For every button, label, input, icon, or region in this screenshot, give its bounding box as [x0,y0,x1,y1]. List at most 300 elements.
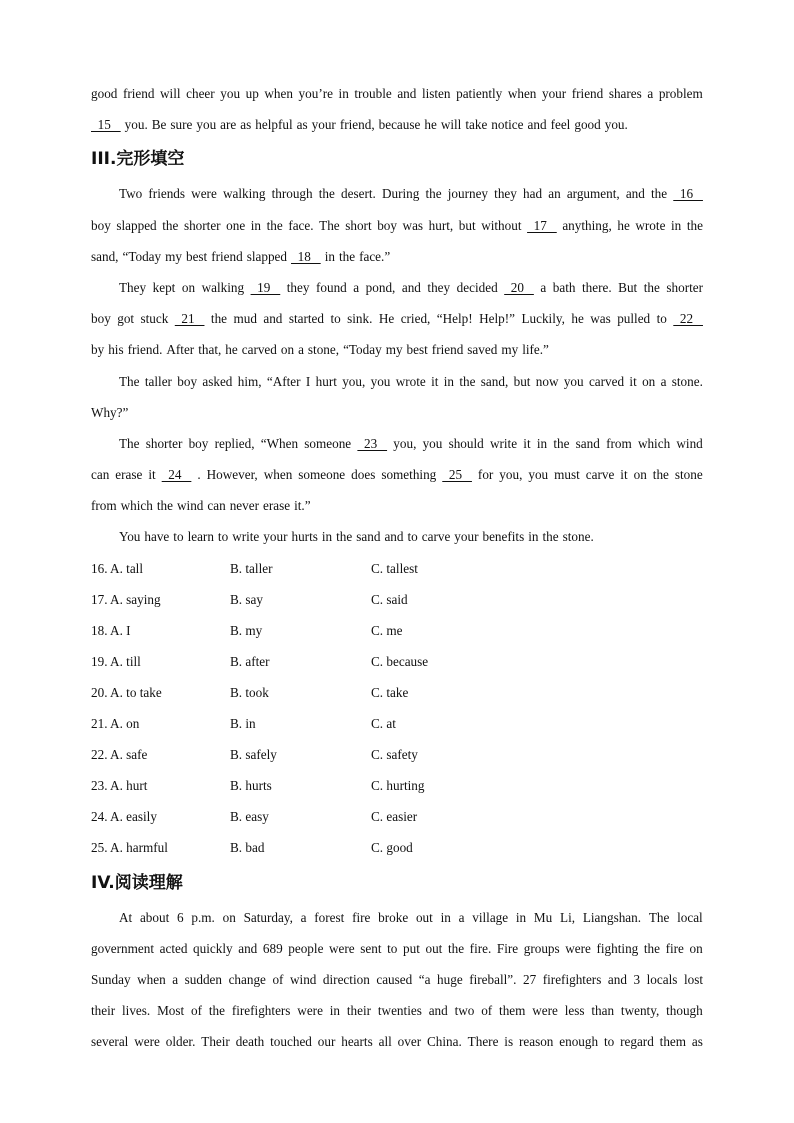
word: sand [575,435,600,451]
word: best [406,342,428,358]
word: put [403,940,420,956]
word: wind [177,498,204,514]
option-row [91,708,703,739]
text-line [91,178,703,209]
text-line [91,933,703,964]
word: less [564,1003,585,1019]
word: benefits [482,529,525,545]
word: the [162,217,179,233]
word: take [465,117,488,133]
word: were [329,940,355,956]
word: erase [115,467,143,483]
word: carve [421,529,451,545]
word: boy [91,217,111,233]
word: is [504,1034,514,1050]
text-line [91,272,703,303]
word: During [381,186,420,202]
word: are [220,117,237,133]
word: was [402,217,424,233]
word: it.” [294,498,311,514]
word: now [535,373,559,389]
word: when [507,86,537,101]
word: the [686,217,703,233]
word: were [191,186,217,202]
word: the [425,186,442,202]
word: friend [571,86,604,101]
word: you [220,86,241,101]
word: good [91,86,118,101]
word: wind [290,971,317,987]
word: and [238,940,258,956]
word: they [494,186,517,202]
word: direction [322,971,370,987]
text-line [91,109,703,140]
word: lost [683,971,703,987]
option-c: C. good [371,840,413,856]
blank-number: 23 [357,435,388,451]
intro-passage [91,78,703,140]
word: notice [491,117,524,133]
word: were [532,1003,558,1019]
word: lives. [122,1003,151,1019]
word: the [651,186,668,202]
word: there. [581,279,612,295]
word: the [336,529,353,545]
word: you [422,435,443,451]
word: when [137,971,166,987]
word: the [542,529,559,545]
word: older. [165,1034,196,1050]
text-line [91,241,703,272]
word: anything, [562,217,612,233]
word: good [574,117,601,133]
word: a [458,909,465,925]
text-line [91,428,703,459]
word: face.” [359,248,391,264]
word: as [296,117,308,133]
text-line [91,521,703,552]
word: reason [518,1034,554,1050]
option-a: 23. A. hurt [91,778,148,794]
blank-number: 15 [91,117,121,133]
cloze-options [91,553,703,864]
word: acted [159,940,188,956]
word: a [172,971,179,987]
word: Help!” [479,311,515,327]
word: got [117,311,135,327]
word: quickly [193,940,233,956]
word: friend. [127,342,163,358]
blank-number: 20 [504,279,534,295]
word: sure [170,117,193,133]
word: to [407,529,418,545]
word: to [173,529,184,545]
word: trouble [354,86,392,101]
text-line [91,459,703,490]
word: sent [360,940,382,956]
word: friends [148,186,186,202]
word: sand, [91,248,119,264]
word: his [108,342,124,358]
blank-number: 16 [673,186,703,202]
word: a [660,373,667,389]
word: of [481,1003,493,1019]
word: boy [177,373,198,389]
word: wrote [635,217,666,233]
text-line [91,397,703,428]
word: walking [201,279,245,295]
text-line [91,334,703,365]
word: “a [418,971,431,987]
word: something [381,467,437,483]
word: feel [550,117,571,133]
word: my [165,248,182,264]
word: through [271,186,313,202]
text-line [91,995,703,1026]
word: they [286,279,310,295]
option-row [91,832,703,863]
word: and [263,311,283,327]
word: learn [187,529,214,545]
word: he [571,311,584,327]
word: were [565,940,591,956]
word: their [91,1003,116,1019]
word: should [448,435,484,451]
word: sand, [480,373,509,389]
word: friend [431,342,464,358]
word: to [217,529,229,545]
word: and [527,117,547,133]
word: Two [119,186,143,202]
word: the [208,1003,226,1019]
word: The [648,909,670,925]
option-c: C. because [371,653,429,669]
word: hearts [341,1034,373,1050]
word: on [633,467,647,483]
word: the [553,435,570,451]
word: on [689,940,703,956]
option-c: C. at [371,716,396,732]
word: for [477,467,494,483]
word: problem [658,86,703,101]
word: Fire [496,940,519,956]
option-row [91,553,703,584]
word: walking [222,186,266,202]
word: government [91,940,154,956]
word: than [591,1003,615,1019]
word: shorter [183,217,221,233]
word: can [207,498,226,514]
word: and [401,279,421,295]
word: from [606,435,632,451]
word: shorter [145,435,183,451]
word: journey [447,186,489,202]
word: can [91,467,110,483]
word: to [387,940,398,956]
word: replied, [214,435,255,451]
word: were [297,1003,323,1019]
word: and [607,971,627,987]
word: I [305,373,311,389]
word: village [472,909,509,925]
word: touched [270,1034,312,1050]
option-a: 17. A. saying [91,591,161,607]
word: when [263,467,293,483]
option-c: C. me [371,622,403,638]
word: someone [298,467,346,483]
word: a [300,909,307,925]
word: write [232,529,260,545]
blank-number: 18 [291,248,321,264]
word: it [523,435,531,451]
option-b: B. after [230,653,270,669]
option-b: B. my [230,622,263,638]
blank-number: 22 [673,311,703,327]
word: “Today [122,248,162,264]
word: kept [152,279,176,295]
word: cried, [400,311,431,327]
text-line [91,210,703,241]
word: stuck [140,311,169,327]
word: pulled [617,311,651,327]
word: on [222,909,236,925]
word: slapped [116,217,157,233]
text-line [91,78,703,109]
word: you [528,467,549,483]
word: fireball”. [469,971,517,987]
word: out [425,940,443,956]
word: an [548,186,561,202]
word: Be [151,117,167,133]
word: carve [585,467,615,483]
word: carved [588,373,625,389]
word: argument, [566,186,620,202]
word: had [523,186,543,202]
word: it [431,373,439,389]
word: Li, [560,909,576,925]
option-row [91,739,703,770]
word: though [666,1003,703,1019]
word: your [263,529,288,545]
word: in [321,529,333,545]
word: have [144,529,170,545]
word: There [467,1034,499,1050]
word: several [91,1034,129,1050]
word: in [329,1003,341,1019]
word: the [652,467,669,483]
word: best [185,248,208,264]
word: You [119,529,141,545]
word: friend [122,86,155,101]
word: in [324,248,335,264]
word: as [240,117,252,133]
text-line [91,902,703,933]
word: caused [376,971,413,987]
word: found [316,279,347,295]
word: After [166,342,195,358]
word: Saturday, [243,909,293,925]
word: their [346,1003,372,1019]
word: in [515,909,527,925]
word: you, [393,435,417,451]
word: helpful [255,117,293,133]
word: stone [674,467,703,483]
option-a: 25. A. harmful [91,840,168,856]
option-b: B. in [230,716,256,732]
word: 689 [262,940,283,956]
document-page [91,78,703,1058]
word: write [489,435,518,451]
word: he [225,342,238,358]
word: Mu [533,909,553,925]
word: twenties [377,1003,422,1019]
word: the [459,373,476,389]
word: friend [211,248,243,264]
word: forest [314,909,345,925]
option-c: C. hurting [371,778,425,794]
blank-number: 19 [250,279,281,295]
word: as [691,1034,703,1050]
word: The [119,435,140,451]
word: friend, [339,117,375,133]
word: you. [124,117,148,133]
word: the [266,217,283,233]
text-line [91,964,703,995]
option-b: B. taller [230,560,273,576]
word: Why?” [91,404,129,420]
word: without [481,217,522,233]
word: him, [237,373,262,389]
word: “Today [343,342,382,358]
option-b: B. say [230,591,263,607]
option-a: 22. A. safe [91,747,148,763]
word: it [620,467,628,483]
word: must [554,467,580,483]
word: regard [620,1034,654,1050]
option-row [91,646,703,677]
word: the [447,940,465,956]
word: life.” [522,342,549,358]
word: the [318,186,335,202]
option-c: C. easier [371,809,418,825]
section-3-heading: III.完形填空 [91,149,185,170]
cloze-passage [91,178,703,552]
word: my [385,342,403,358]
option-b: B. took [230,685,269,700]
word: but [458,217,476,233]
word: . [197,467,201,483]
word: by [91,342,105,358]
word: wind [676,435,703,451]
option-b: B. hurts [230,778,272,794]
word: the [338,248,356,264]
word: on [280,342,295,358]
word: your [311,117,336,133]
word: change [228,971,266,987]
word: the [156,498,173,514]
option-c: C. tallest [371,560,418,576]
option-a: 18. A. I [91,622,131,638]
word: However, [206,467,258,483]
blank-number: 24 [161,467,192,483]
word: my [501,342,519,358]
word: stone. [562,529,594,545]
word: local [677,909,703,925]
word: “After [266,373,301,389]
word: which [637,435,671,451]
word: up [245,86,259,101]
word: bath [552,279,576,295]
option-c: C. take [371,685,409,700]
word: shorter [666,279,703,295]
word: The [119,373,140,389]
option-a: 21. A. on [91,716,140,732]
word: sudden [184,971,223,987]
word: cheer [186,86,215,101]
option-b: B. safely [230,747,277,763]
reading-passage [91,902,703,1058]
option-row [91,801,703,832]
text-line [91,366,703,397]
word: Liangshan. [582,909,642,925]
word: a [298,342,304,358]
word: pond, [365,279,396,295]
word: it [148,467,156,483]
word: to [656,311,667,327]
word: which [120,498,153,514]
word: out [415,909,433,925]
word: firefighters [542,971,602,987]
word: boy [188,435,209,451]
word: people [288,940,324,956]
word: slapped [246,248,288,264]
word: fire [665,940,684,956]
word: asked [202,373,233,389]
word: hurt [315,373,337,389]
word: of [272,971,284,987]
word: the [643,279,660,295]
word: shares [608,86,642,101]
word: At [119,909,133,925]
word: The [319,217,340,233]
word: boy [377,217,397,233]
blank-number: 21 [174,311,205,327]
word: when [264,86,293,101]
word: carved [241,342,277,358]
word: face. [288,217,314,233]
word: in [440,909,451,925]
word: he [617,217,630,233]
section-4-heading: IV.阅读理解 [91,872,183,893]
option-a: 20. A. to take [91,685,162,700]
option-c: C. safety [371,747,418,763]
word: you [196,117,217,133]
word: erase [262,498,291,514]
word: huge [437,971,463,987]
word: and [625,186,645,202]
word: on [181,279,196,295]
word: in [671,217,682,233]
word: over [397,1034,422,1050]
option-a: 16. A. tall [91,560,144,576]
word: a [540,279,547,295]
word: sink. [347,311,373,327]
word: someone [304,435,352,451]
word: stone. [671,373,703,389]
word: Sunday [91,971,131,987]
word: in [250,217,262,233]
word: will [440,117,462,133]
